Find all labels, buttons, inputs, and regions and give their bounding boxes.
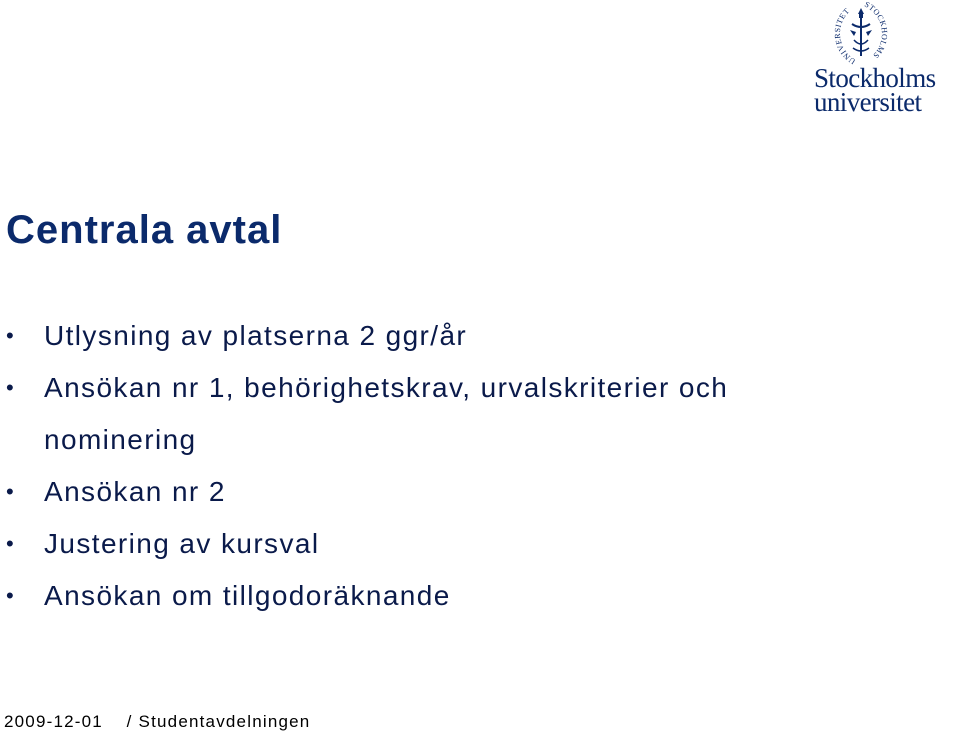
bullet-item [0, 310, 900, 362]
slide-title: Centrala avtal [6, 208, 283, 252]
svg-text:STOCKHOLMS: STOCKHOLMS [863, 0, 890, 61]
bullet-item [0, 466, 900, 518]
bullet-list [0, 310, 900, 622]
bullet-text: Ansökan om tillgodoräknande [44, 580, 451, 611]
footer-separator: / [126, 712, 133, 731]
bullet-item [0, 518, 900, 570]
logo-line-1: Stockholms [814, 63, 936, 93]
bullet-text: Justering av kursval [44, 528, 320, 559]
bullet-text: Utlysning av platserna 2 ggr/år [44, 320, 468, 351]
bullet-text: Ansökan nr 1, behörighetskrav, urvalskriterier och nominering [44, 372, 729, 455]
footer-department: Studentavdelningen [138, 712, 311, 731]
stockholms-universitet-logo [812, 0, 960, 118]
university-seal-icon [818, 0, 904, 68]
svg-text:UNIVERSITET: UNIVERSITET [832, 6, 858, 66]
bullet-item [0, 362, 900, 466]
bullet-text: Ansökan nr 2 [44, 476, 226, 507]
slide-footer [4, 712, 310, 732]
bullet-dot-icon: • [6, 531, 16, 556]
bullet-dot-icon: • [6, 375, 16, 400]
logo-wordmark [814, 63, 936, 117]
bullet-dot-icon: • [6, 323, 16, 348]
bullet-item [0, 570, 900, 622]
bullet-dot-icon: • [6, 479, 16, 504]
logo-line-2: universitet [814, 87, 922, 117]
footer-date: 2009-12-01 [4, 712, 103, 731]
bullet-dot-icon: • [6, 583, 16, 608]
